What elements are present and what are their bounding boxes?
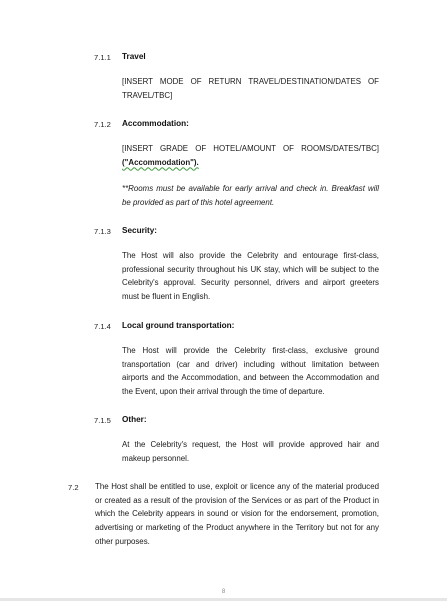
- section-heading-other: Other:: [122, 415, 147, 424]
- accommodation-defined-term: ("Accommodation").: [122, 157, 199, 167]
- travel-paragraph: [INSERT MODE OF RETURN TRAVEL/DESTINATION/DATES OF TRAVEL/TBC]: [122, 77, 379, 100]
- section-heading-accommodation: Accommodation:: [122, 119, 189, 128]
- section-heading-security: Security:: [122, 226, 158, 235]
- accommodation-main-text: [INSERT GRADE OF HOTEL/AMOUNT OF ROOMS/DATES/TBC]: [122, 144, 379, 153]
- section-number: 7.1.5: [94, 416, 111, 425]
- section-number: 7.1.2: [94, 120, 111, 129]
- accommodation-paragraph: [122, 142, 379, 169]
- section-number: 7.1.4: [94, 322, 111, 331]
- section-heading-transportation: Local ground transportation:: [122, 321, 235, 330]
- accommodation-note: **Rooms must be available for early arrival and check in. Breakfast will be provided as part of this hotel agreement.: [122, 184, 379, 207]
- security-paragraph: The Host will also provide the Celebrity and entourage first-class, professional security throughout his UK stay, which will be subject to the Celebrity's approval. Security personnel, drivers and airport greeters must be fluent in English.: [122, 251, 379, 302]
- transportation-paragraph: The Host will provide the Celebrity first-class, exclusive ground transportation (car and driver) including without limitation between airports and the Accommodation, and between the Accommodation and the Event, upon their arrival through the time of departure.: [122, 346, 379, 397]
- clause-number: 7.2: [68, 483, 79, 492]
- section-number: 7.1.3: [94, 227, 111, 236]
- section-heading-travel: Travel: [122, 52, 146, 61]
- page-number: 8: [221, 589, 226, 595]
- other-paragraph: At the Celebrity's request, the Host will provide approved hair and makeup personnel.: [122, 440, 379, 463]
- section-number: 7.1.1: [94, 53, 111, 62]
- clause-7-2-paragraph: The Host shall be entitled to use, exploit or licence any of the material produced or created as a result of the provision of the Services or as part of the Product in which the Celebrity appears in sound or vision for the endorsement, promotion, advertising or marketing of the Product anywhere in the Territory but not for any other purposes.: [95, 482, 379, 546]
